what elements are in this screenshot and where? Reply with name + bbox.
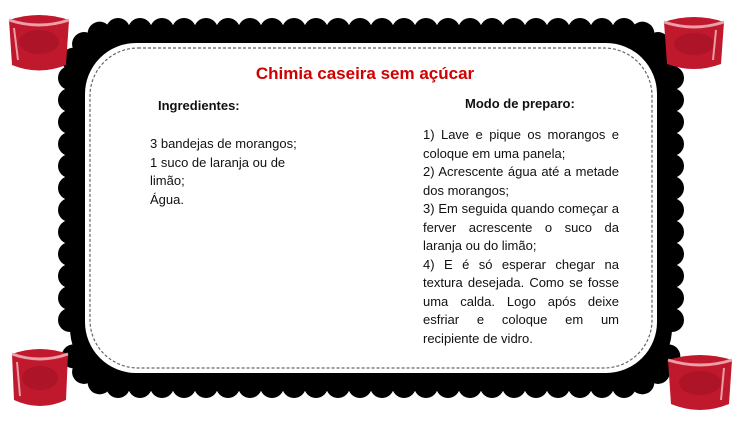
preparation-step: 1) Lave e pique os morangos e coloque em uma panela; bbox=[423, 127, 619, 161]
preparation-steps bbox=[423, 126, 619, 348]
ingredient-item: 3 bandejas de morangos; bbox=[150, 136, 297, 151]
preparation-step: 4) E é só esperar chegar na textura desejada. Como se fosse uma calda. Logo após deixe esfriar e coloque em um recipiente de vidro. bbox=[423, 256, 619, 346]
preparation-step: 3) Em seguida quando começar a ferver acrescente o suco da laranja ou do limão; bbox=[423, 201, 619, 253]
jam-jar-image-bottom-right bbox=[664, 350, 736, 414]
ingredient-item: Água. bbox=[150, 191, 184, 207]
recipe-title: Chimia caseira sem açúcar bbox=[255, 64, 475, 83]
preparation-step: 2) Acrescente água até a metade dos morangos; bbox=[423, 164, 619, 198]
ingredients-heading: Ingredientes: bbox=[158, 98, 240, 113]
preparation-heading: Modo de preparo: bbox=[465, 96, 575, 111]
jam-jar-image-top-left bbox=[4, 10, 74, 74]
ingredient-item: 1 suco de laranja ou de limão; bbox=[150, 154, 286, 188]
ingredients-list bbox=[150, 135, 300, 209]
jam-jar-image-bottom-left bbox=[8, 344, 72, 410]
jam-jar-image-top-right bbox=[658, 14, 730, 72]
